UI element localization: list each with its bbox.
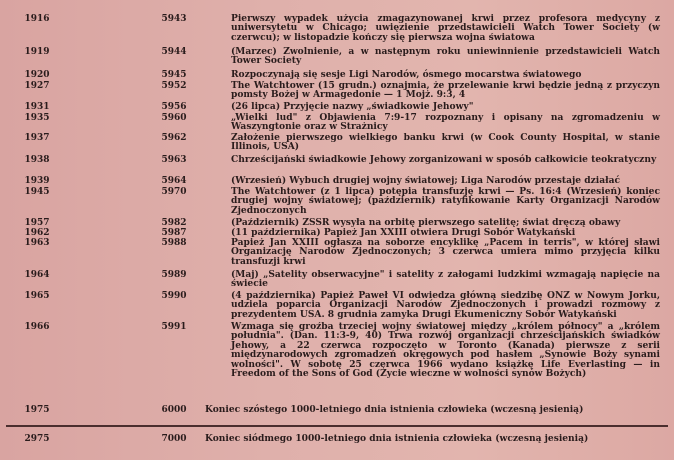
year-cell: 1938 bbox=[24, 155, 50, 165]
number-cell: 5956 bbox=[161, 102, 187, 112]
number-cell: 5987 bbox=[161, 228, 187, 238]
year-cell: 1916 bbox=[24, 14, 50, 24]
event-text: (Marzec) Zwolnienie, a w następnym roku uniewinnienie przedstawicieli Watch Tower Society bbox=[231, 46, 660, 67]
event-text: (4 października) Papież Paweł VI odwiedza główną siedzibę ONZ w Nowym Jorku, udziela poparcia Organizacji Narodów Zjednoczonych i prowadzi rozmowy z prezydentem USA. 8 grudnia zamyka Drugi Ekumeniczny Sobór Watykański bbox=[231, 290, 660, 320]
year-cell: 1937 bbox=[24, 133, 50, 143]
event-text: Papież Jan XXIII ogłasza na soborze encyklikę „Pacem in terris", w której sławi Organizację Narodów Zjednoczonych; 3 czerwca umiera mimo przyjęcia kilku transfuzji krwi bbox=[231, 237, 660, 267]
event-text: Rozpoczynają się sesje Ligi Narodów, ósmego mocarstwa światowego bbox=[231, 69, 582, 80]
event-text: (Wrzesień) Wybuch drugiej wojny światowej; Liga Narodów przestaje działać bbox=[231, 175, 621, 186]
year-cell: 1964 bbox=[24, 270, 50, 280]
event-text: „Wielki lud" z Objawienia 7:9-17 rozpoznany i opisany na zgromadzeniu w Waszyngtonie oraz w Strażnicy bbox=[231, 112, 660, 133]
number-cell: 5945 bbox=[161, 70, 187, 80]
event-text: Chrześcijański świadkowie Jehowy zorganizowani w sposób całkowicie teokratyczny bbox=[231, 154, 657, 165]
year-cell: 1965 bbox=[24, 291, 50, 301]
number-cell: 5952 bbox=[161, 81, 187, 91]
year-cell: 1945 bbox=[24, 187, 50, 197]
year-cell: 1927 bbox=[24, 81, 50, 91]
number-cell: 5963 bbox=[161, 155, 187, 165]
year-cell: 1935 bbox=[24, 113, 50, 123]
number-cell: 5943 bbox=[161, 14, 187, 24]
number-cell: 5962 bbox=[161, 133, 187, 143]
year-cell: 1975 bbox=[24, 405, 50, 415]
year-cell: 1962 bbox=[24, 228, 50, 238]
event-text: (Październik) ZSSR wysyła na orbitę pierwszego satelitę; świat dręczą obawy bbox=[231, 217, 621, 228]
year-cell: 1920 bbox=[24, 70, 50, 80]
year-cell: 2975 bbox=[24, 434, 50, 444]
event-text: The Watchtower (15 grudn.) oznajmia, że przelewanie krwi będzie jedną z przyczyn pomsty Bożej w Armagedonie — 1 Mojż. 9:3, 4 bbox=[231, 80, 660, 101]
year-cell: 1966 bbox=[24, 322, 50, 332]
year-cell: 1963 bbox=[24, 238, 50, 248]
number-cell: 6000 bbox=[161, 405, 187, 415]
event-text: Założenie pierwszego wielkiego banku krwi (w Cook County Hospital, w stanie Illinois, USA) bbox=[231, 132, 660, 153]
number-cell: 5960 bbox=[161, 113, 187, 123]
event-text: Wzmaga się groźba trzeciej wojny światowej między „królem północy" a „królem południa". (Dan. 11:3-9, 40) Trwa rozwój organizacji chrześcijańskich świadków Jehowy, a 22 czerwca rozpoczęto w Toronto (Kanada) pierwsze z serii międzynarodowych zgromadzeń okręgowych pod hasłem „Synowie Boży synami wolności". W sobotę 25 czerwca 1966 wydano książkę Life Everlasting — in Freedom of the Sons of God (Życie wieczne w wolności synów Bożych) bbox=[231, 321, 660, 380]
event-text: (26 lipca) Przyjęcie nazwy „świadkowie Jehowy" bbox=[231, 101, 474, 112]
event-text: (Maj) „Satelity obserwacyjne" i satelity z załogami ludzkimi wzmagają napięcie na świecie bbox=[231, 269, 660, 290]
event-text: Pierwszy wypadek użycia zmagazynowanej krwi przez profesora medycyny z uniwersytetu w Chicago; uwięzienie przedstawicieli Watch Tower Society (w czerwcu); w listopadzie kończy się pierwsza wojna światowa bbox=[231, 13, 660, 43]
divider bbox=[6, 425, 668, 427]
number-cell: 5990 bbox=[161, 291, 187, 301]
event-text: The Watchtower (z 1 lipca) potępia transfuzję krwi — Ps. 16:4 (Wrzesień) koniec drugiej wojny światowej; (październik) ratyfikowanie Karty Organizacji Narodów Zjednoczonych bbox=[231, 186, 660, 216]
year-cell: 1957 bbox=[24, 218, 50, 228]
number-cell: 5944 bbox=[161, 47, 187, 57]
number-cell: 5982 bbox=[161, 218, 187, 228]
year-cell: 1931 bbox=[24, 102, 50, 112]
year-cell: 1939 bbox=[24, 176, 50, 186]
number-cell: 5964 bbox=[161, 176, 187, 186]
number-cell: 7000 bbox=[161, 434, 187, 444]
number-cell: 5970 bbox=[161, 187, 187, 197]
number-cell: 5988 bbox=[161, 238, 187, 248]
event-text: (11 października) Papież Jan XXIII otwiera Drugi Sobór Watykański bbox=[231, 227, 576, 238]
event-text: Koniec szóstego 1000-letniego dnia istnienia człowieka (wczesną jesienią) bbox=[205, 404, 584, 415]
event-text: Koniec siódmego 1000-letniego dnia istnienia człowieka (wczesną jesienią) bbox=[205, 433, 589, 444]
number-cell: 5991 bbox=[161, 322, 187, 332]
year-cell: 1919 bbox=[24, 47, 50, 57]
number-cell: 5989 bbox=[161, 270, 187, 280]
